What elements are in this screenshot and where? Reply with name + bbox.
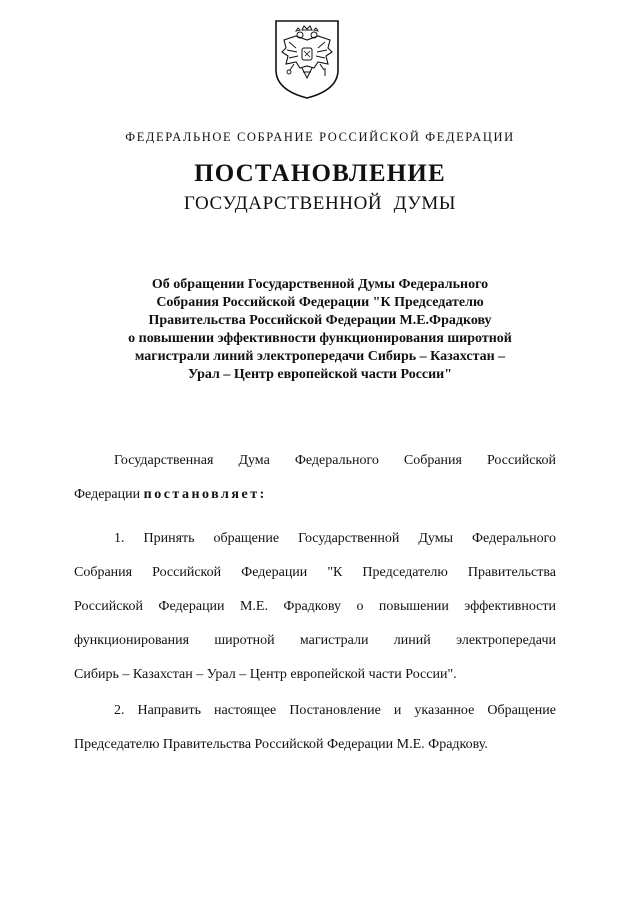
organization-heading: ФЕДЕРАЛЬНОЕ СОБРАНИЕ РОССИЙСКОЙ ФЕДЕРАЦИИ: [125, 130, 515, 144]
preamble-line: [74, 478, 556, 512]
item-line: 1. Принять обращение Государственной Думы Федерального: [114, 531, 556, 546]
item-line: функционирования широтной магистрали линий электропередачи: [74, 633, 556, 648]
decree-word: постановляет:: [143, 487, 267, 502]
coat-of-arms-icon: [272, 18, 342, 100]
item-2-paragraph: [74, 694, 556, 762]
document-type-title: ПОСТАНОВЛЕНИЕ: [194, 160, 446, 187]
preamble-line: Государственная Дума Федерального Собрания Российской: [114, 453, 556, 468]
document-issuer: ГОСУДАРСТВЕННОЙ ДУМЫ: [183, 193, 457, 214]
subject-line: Собрания Российской Федерации "К Председателю: [156, 295, 484, 310]
subject-line: о повышении эффективности функционирования широтной: [128, 331, 512, 346]
preamble-line-start: Федерации: [74, 487, 141, 502]
item-line: Председателю Правительства Российской Федерации М.Е. Фрадкову.: [74, 737, 488, 752]
document-subject: [90, 276, 550, 384]
item-line: Российской Федерации М.Е. Фрадкову о повышении эффективности: [74, 599, 556, 614]
subject-line: Правительства Российской Федерации М.Е.Фрадкову: [148, 313, 492, 328]
subject-line: Урал – Центр европейской части России": [187, 367, 453, 382]
item-line: 2. Направить настоящее Постановление и указанное Обращение: [114, 703, 556, 718]
subject-line: магистрали линий электропередачи Сибирь – Казахстан –: [134, 349, 506, 364]
preamble-paragraph: [74, 444, 556, 512]
item-line: Собрания Российской Федерации "К Председателю Правительства: [74, 565, 556, 580]
subject-line: Об обращении Государственной Думы Федерального: [151, 277, 489, 292]
item-1-paragraph: [74, 522, 556, 692]
item-line: Сибирь – Казахстан – Урал – Центр европейской части России".: [74, 667, 457, 682]
